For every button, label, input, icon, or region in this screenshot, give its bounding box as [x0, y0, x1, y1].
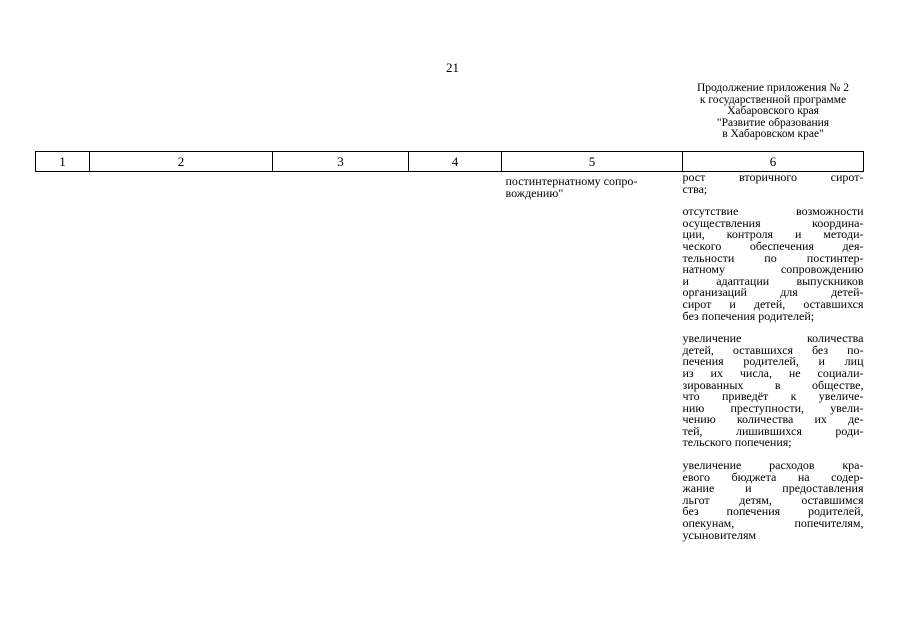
- cell-col-5: [502, 172, 683, 553]
- risk-paragraph: [683, 460, 864, 541]
- risk-paragraph: [683, 333, 864, 449]
- text-line: льгот детям, оставшимся: [682, 492, 864, 507]
- text-line: чению количества их де-: [682, 412, 864, 427]
- appendix-note-line: "Развитие образования: [716, 116, 830, 129]
- text-line: натному сопровождению: [682, 262, 864, 277]
- text-line: печения родителей, и лиц: [682, 354, 864, 369]
- cell-col-1: [36, 172, 90, 553]
- cell-col-3: [273, 172, 409, 553]
- text-line: сирот и детей, оставшихся: [682, 296, 864, 311]
- risk-paragraph: [683, 206, 864, 322]
- text-line: без попечения родителей,: [682, 504, 864, 519]
- appendix-note: [684, 83, 862, 141]
- text-line: вождению": [505, 186, 564, 200]
- text-line: тельского попечения;: [682, 435, 792, 450]
- text-line: нию преступности, увели-: [682, 400, 864, 415]
- cell-col-2: [90, 172, 273, 553]
- risk-paragraph: [683, 172, 864, 195]
- text-line: осуществления координа-: [682, 215, 864, 230]
- table-header-row: [36, 152, 864, 172]
- text-line: тельности по постинтер-: [682, 250, 864, 265]
- text-line: без попечения родителей;: [682, 308, 815, 323]
- text-line: ства;: [682, 181, 708, 196]
- page-number: 21: [446, 60, 459, 75]
- cell-col-4: [409, 172, 502, 553]
- appendix-note-line: к государственной программе: [699, 93, 847, 106]
- cell-col-6: [683, 172, 864, 553]
- text-line: ческого обеспечения дея-: [682, 238, 864, 253]
- text-line: ции, контроля и методи-: [682, 227, 864, 242]
- text-line: опекунам, попечителям,: [682, 516, 864, 531]
- text-line: увеличение количества: [682, 331, 864, 346]
- text-line: увеличение расходов кра-: [682, 458, 864, 473]
- text-line: отсутствие возможности: [682, 204, 864, 219]
- table-row: [36, 172, 864, 553]
- column-header-4: 4: [409, 152, 502, 172]
- appendix-note-line: Хабаровского края: [727, 105, 819, 117]
- text-line: тей, лишившихся роди-: [682, 423, 864, 438]
- appendix-note-line: Продолжение приложения № 2: [696, 82, 850, 94]
- appendix-note-line: в Хабаровском крае": [722, 128, 824, 140]
- text-line: жание и предоставления: [682, 481, 864, 496]
- text-line: детей, оставшихся без по-: [682, 342, 864, 357]
- column-header-1: 1: [36, 152, 90, 172]
- text-line: усыновителям: [682, 527, 757, 542]
- text-line: евого бюджета на содер-: [682, 469, 864, 484]
- column-header-6: 6: [683, 152, 864, 172]
- text-line: что приведёт к увеличе-: [682, 389, 864, 404]
- column-header-2: 2: [90, 152, 273, 172]
- text-line: организаций для детей-: [682, 285, 864, 300]
- column-header-3: 3: [273, 152, 409, 172]
- text-line: из их числа, не социали-: [682, 365, 864, 380]
- text-line: и адаптации выпускников: [682, 273, 864, 288]
- text-line: рост вторичного сирот-: [682, 170, 864, 184]
- text-line: постинтернатному сопро-: [505, 174, 638, 188]
- text-line: зированных в обществе,: [682, 377, 864, 392]
- col5-text: [502, 172, 683, 199]
- program-table: [35, 151, 864, 552]
- column-header-5: 5: [502, 152, 683, 172]
